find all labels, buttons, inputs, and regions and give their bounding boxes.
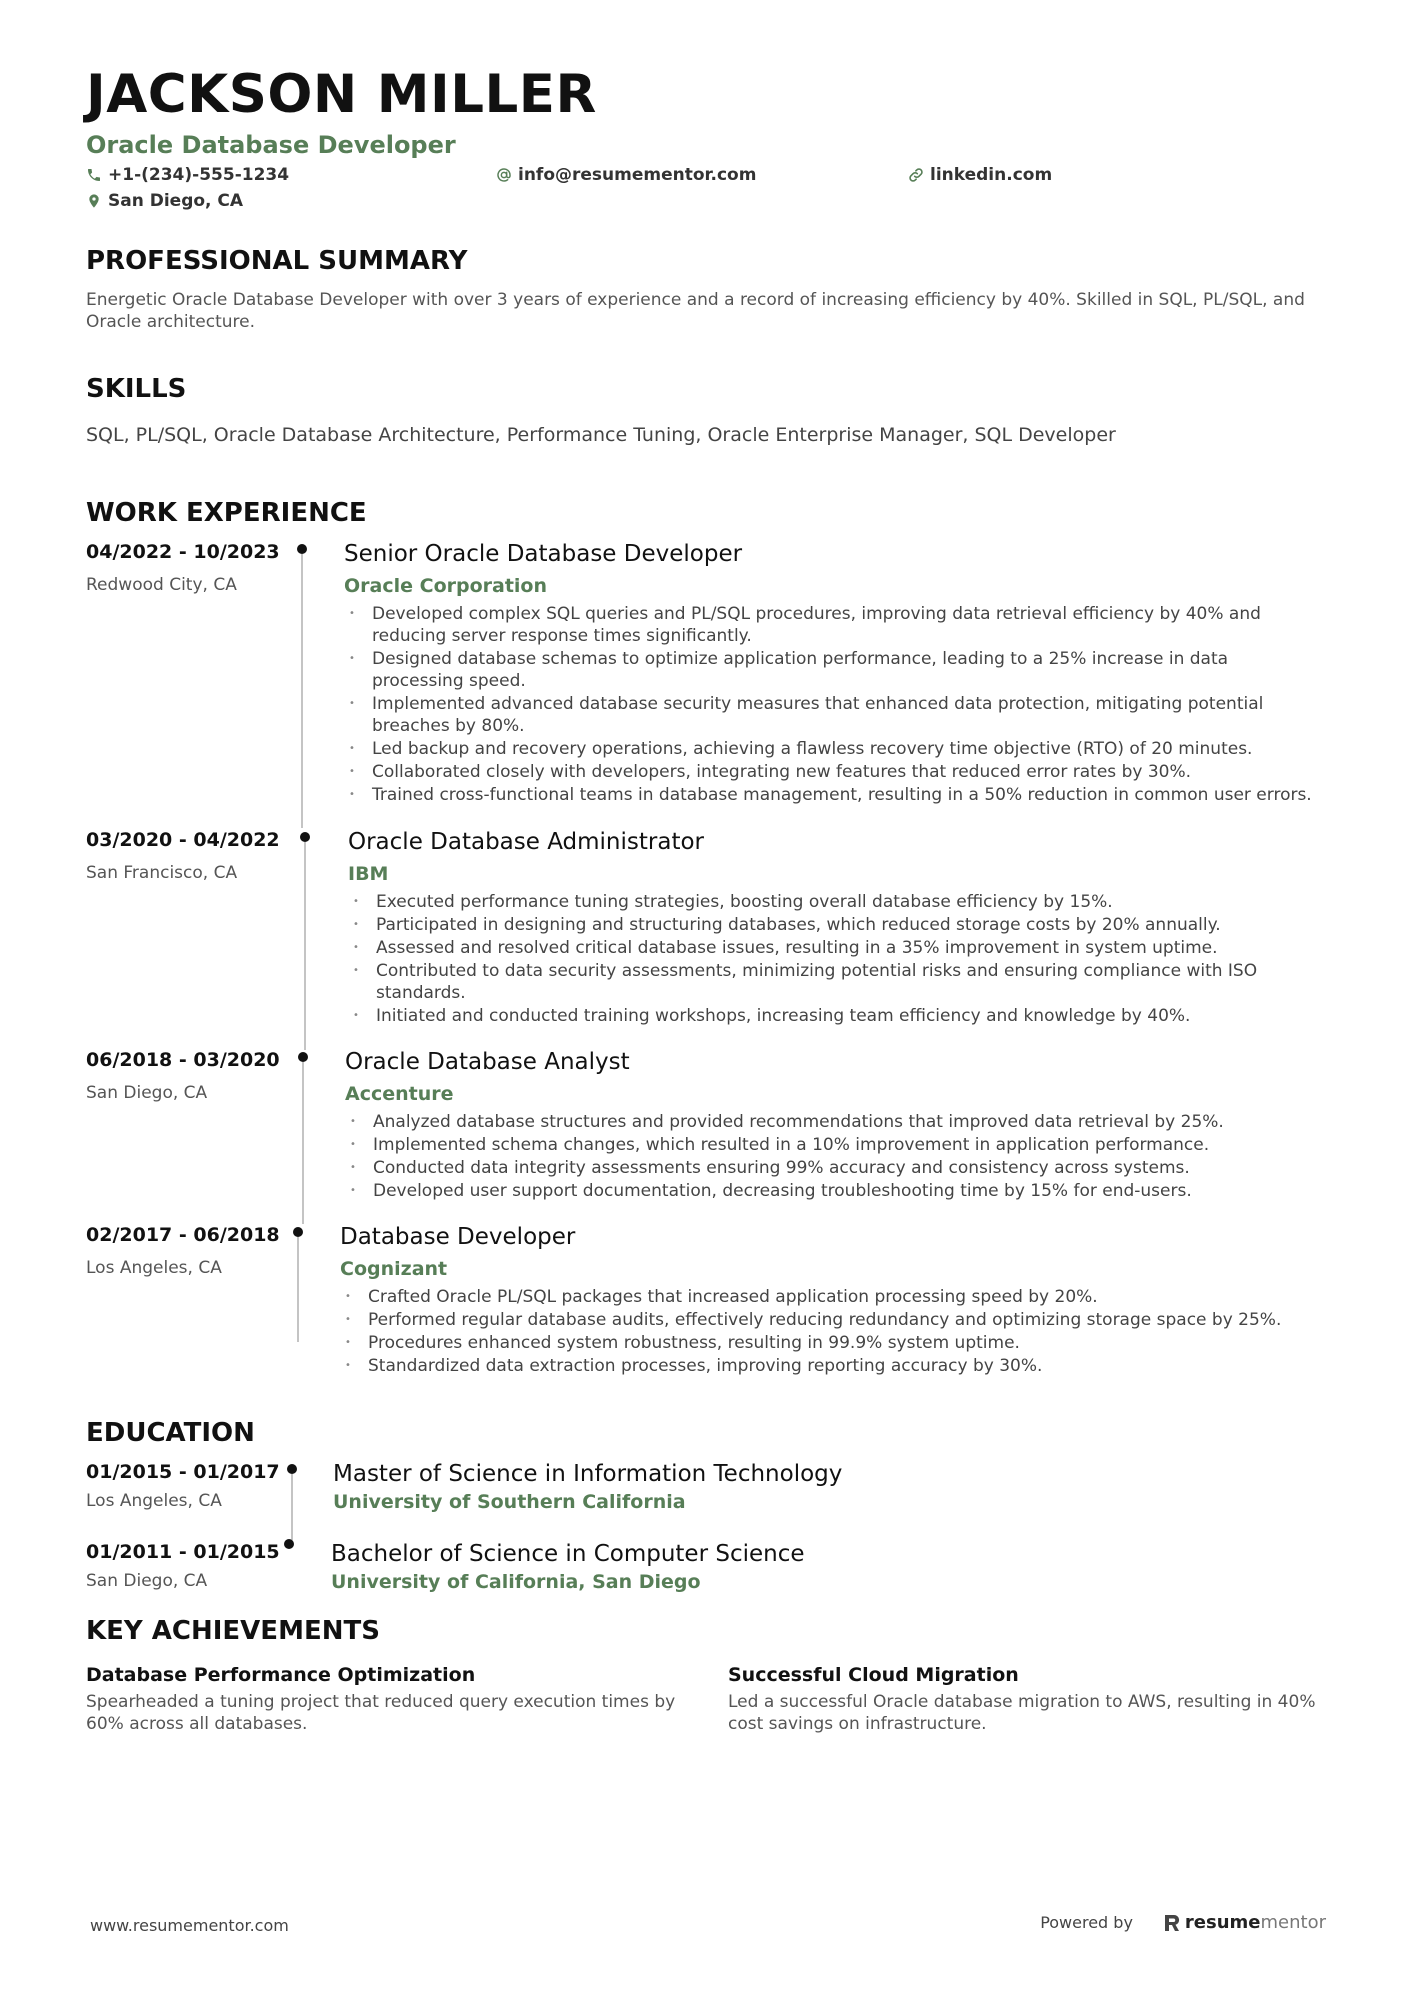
job-location: Los Angeles, CA: [86, 1258, 222, 1278]
job-dates: 02/2017 - 06/2018: [86, 1224, 280, 1246]
achievements-heading: KEY ACHIEVEMENTS: [86, 1616, 380, 1646]
achievement-item: [86, 1663, 686, 1735]
job-company: IBM: [348, 863, 389, 885]
job-bullet: • Developed complex SQL queries and PL/SQL procedures, improving data retrieval efficiency by 40% and reducing server response times significantly.: [344, 603, 1324, 647]
job-role: Database Developer: [340, 1224, 576, 1250]
brand-logo[interactable]: [1163, 1912, 1326, 1933]
linkedin-text: linkedin.com: [930, 165, 1053, 185]
job-company: Cognizant: [340, 1258, 448, 1280]
brand-mark-icon: [1163, 1913, 1181, 1933]
education-heading: EDUCATION: [86, 1418, 255, 1448]
education-dates: 01/2011 - 01/2015: [86, 1541, 280, 1563]
timeline-line: [297, 1237, 299, 1342]
job-bullet: • Led backup and recovery operations, achieving a flawless recovery time objective (RTO) of 20 minutes.: [344, 738, 1324, 760]
job-dates: 03/2020 - 04/2022: [86, 829, 280, 851]
job-bullet: • Performed regular database audits, effectively reducing redundancy and optimizing storage space by 25%.: [340, 1309, 1324, 1331]
education-degree: Master of Science in Information Technology: [333, 1461, 843, 1487]
footer-powered: [1040, 1912, 1326, 1933]
job-location: Redwood City, CA: [86, 575, 237, 595]
job-bullet: • Procedures enhanced system robustness, resulting in 99.9% system uptime.: [340, 1332, 1324, 1354]
timeline-dot: [293, 1227, 303, 1237]
contact-phone: [86, 164, 289, 186]
powered-by-label: Powered by: [1040, 1913, 1133, 1932]
at-sign-icon: [496, 167, 514, 183]
achievement-item: [728, 1663, 1328, 1735]
job-role: Oracle Database Analyst: [345, 1049, 630, 1075]
job-bullet: • Analyzed database structures and provided recommendations that improved data retrieval by 25%.: [345, 1111, 1324, 1133]
job-bullets: [348, 891, 1324, 1028]
job-company: Oracle Corporation: [344, 575, 548, 597]
job-bullet: • Contributed to data security assessments, minimizing potential risks and ensuring compliance with ISO standards.: [348, 960, 1324, 1004]
job-location: San Diego, CA: [86, 1083, 208, 1103]
resume-page: [86, 0, 1326, 1995]
summary-heading: PROFESSIONAL SUMMARY: [86, 246, 468, 276]
timeline-line: [304, 842, 306, 1050]
achievement-title: Successful Cloud Migration: [728, 1664, 1019, 1686]
job-bullet: • Implemented schema changes, which resulted in a 10% improvement in application performance.: [345, 1134, 1324, 1156]
timeline-dot: [284, 1539, 294, 1549]
contact-location: [86, 190, 243, 212]
timeline-dot: [297, 544, 307, 554]
job-location: San Francisco, CA: [86, 863, 238, 883]
job-dates: 04/2022 - 10/2023: [86, 541, 280, 563]
contact-linkedin[interactable]: [908, 164, 1052, 186]
timeline-line: [291, 1474, 293, 1540]
timeline-line: [301, 554, 303, 828]
job-bullets: [340, 1286, 1324, 1378]
job-bullets: [344, 603, 1324, 807]
job-bullet: • Conducted data integrity assessments ensuring 99% accuracy and consistency across systems.: [345, 1157, 1324, 1179]
skills-text: SQL, PL/SQL, Oracle Database Architecture, Performance Tuning, Oracle Enterprise Manager, SQL Developer: [86, 424, 1116, 446]
phone-icon: [86, 167, 104, 183]
timeline-dot: [298, 1052, 308, 1062]
education-location: Los Angeles, CA: [86, 1491, 222, 1511]
email-text: info@resumementor.com: [518, 165, 757, 185]
phone-text: +1-(234)-555-1234: [108, 165, 290, 185]
education-school: University of California, San Diego: [331, 1571, 701, 1593]
link-icon: [908, 167, 926, 183]
job-bullet: • Developed user support documentation, decreasing troubleshooting time by 15% for end-users.: [345, 1180, 1324, 1202]
job-company: Accenture: [345, 1083, 454, 1105]
brand-strong: resume: [1184, 1912, 1261, 1933]
summary-text: Energetic Oracle Database Developer with over 3 years of experience and a record of increasing efficiency by 40%. Skilled in SQL, PL/SQL, and Oracle architecture.: [86, 290, 1305, 332]
job-bullet: • Crafted Oracle PL/SQL packages that increased application processing speed by 20%.: [340, 1286, 1324, 1308]
job-bullet: • Executed performance tuning strategies, boosting overall database efficiency by 15%.: [348, 891, 1324, 913]
map-pin-icon: [86, 193, 104, 209]
timeline-line: [302, 1062, 304, 1224]
job-bullet: • Trained cross-functional teams in database management, resulting in a 50% reduction in common user errors.: [344, 784, 1324, 806]
footer-website[interactable]: www.resumementor.com: [90, 1916, 289, 1935]
achievement-title: Database Performance Optimization: [86, 1664, 476, 1686]
job-bullet: • Standardized data extraction processes, improving reporting accuracy by 30%.: [340, 1355, 1324, 1377]
job-bullet: • Collaborated closely with developers, integrating new features that reduced error rates by 30%.: [344, 761, 1324, 783]
location-text: San Diego, CA: [108, 191, 244, 211]
candidate-name: JACKSON MILLER: [86, 64, 597, 125]
experience-heading: WORK EXPERIENCE: [86, 498, 367, 528]
education-dates: 01/2015 - 01/2017: [86, 1461, 280, 1483]
timeline-dot: [300, 832, 310, 842]
education-degree: Bachelor of Science in Computer Science: [331, 1541, 805, 1567]
education-school: University of Southern California: [333, 1491, 686, 1513]
job-role: Senior Oracle Database Developer: [344, 541, 743, 567]
job-bullet: • Designed database schemas to optimize application performance, leading to a 25% increase in data processing speed.: [344, 648, 1324, 692]
job-dates: 06/2018 - 03/2020: [86, 1049, 280, 1071]
job-bullet: • Implemented advanced database security measures that enhanced data protection, mitigating potential breaches by 80%.: [344, 693, 1324, 737]
timeline-dot: [287, 1464, 297, 1474]
achievement-description: Led a successful Oracle database migration to AWS, resulting in 40% cost savings on infrastructure.: [728, 1692, 1316, 1734]
job-bullet: • Assessed and resolved critical database issues, resulting in a 35% improvement in system uptime.: [348, 937, 1324, 959]
contact-email[interactable]: [496, 164, 756, 186]
brand-light: mentor: [1260, 1912, 1326, 1933]
achievement-description: Spearheaded a tuning project that reduced query execution times by 60% across all databases.: [86, 1692, 676, 1734]
job-bullets: [345, 1111, 1324, 1203]
job-bullet: • Participated in designing and structuring databases, which reduced storage costs by 20% annually.: [348, 914, 1324, 936]
candidate-title: Oracle Database Developer: [86, 131, 456, 159]
education-location: San Diego, CA: [86, 1571, 208, 1591]
job-bullet: • Initiated and conducted training workshops, increasing team efficiency and knowledge by 40%.: [348, 1005, 1324, 1027]
job-role: Oracle Database Administrator: [348, 829, 704, 855]
skills-heading: SKILLS: [86, 374, 187, 404]
